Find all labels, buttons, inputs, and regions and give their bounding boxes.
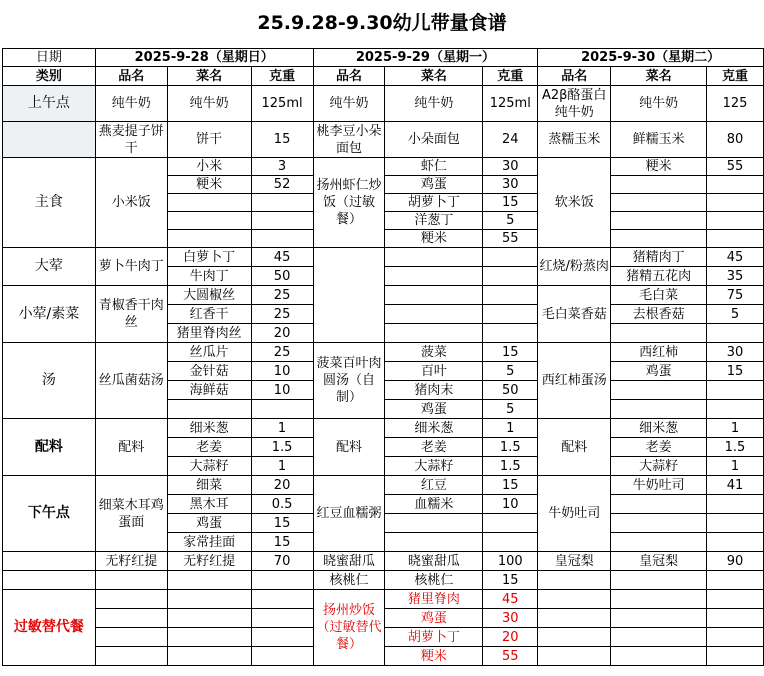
day3-empty-cell xyxy=(611,194,707,212)
day2-pm-weight: 10 xyxy=(483,495,538,514)
day3-seasoning-ingredient: 老姜 xyxy=(611,438,707,457)
day3-dish-header: 品名 xyxy=(538,67,611,86)
day1-staple-ingredient: 小米 xyxy=(167,158,251,176)
day1-empty-cell xyxy=(167,647,251,666)
day2-pm-ingredient: 血糯米 xyxy=(385,495,483,514)
day2-seasoning-ingredient: 大蒜籽 xyxy=(385,457,483,476)
day2-pm3-dish: 核桃仁 xyxy=(313,571,385,590)
day1-staple-weight: 52 xyxy=(251,176,313,194)
day3-empty-cell xyxy=(538,628,611,647)
day2-empty-cell xyxy=(385,286,483,305)
day1-empty-cell xyxy=(251,647,313,666)
day2-staple-ingredient: 洋葱丁 xyxy=(385,212,483,230)
day1-pm-weight: 0.5 xyxy=(251,495,313,514)
day3-soup-dish: 西红柿蛋汤 xyxy=(538,343,611,419)
day1-mixed-weight: 20 xyxy=(251,324,313,343)
day1-pm-dish: 细菜木耳鸡蛋面 xyxy=(95,476,167,552)
day3-empty-cell xyxy=(611,590,707,609)
day2-staple-ingredient: 胡萝卜丁 xyxy=(385,194,483,212)
day3-empty-cell xyxy=(706,609,763,628)
day2-seasoning-weight: 1.5 xyxy=(483,438,538,457)
day2-am2-ingredient: 小朵面包 xyxy=(385,122,483,158)
day3-empty-cell xyxy=(611,212,707,230)
day1-seasoning-weight: 1 xyxy=(251,419,313,438)
day2-empty-cell xyxy=(483,514,538,533)
day2-seasoning-weight: 1 xyxy=(483,419,538,438)
day1-am2-dish: 燕麦提子饼干 xyxy=(95,122,167,158)
day2-empty-cell xyxy=(483,324,538,343)
day1-empty-cell xyxy=(95,609,167,628)
day3-staple-weight: 55 xyxy=(706,158,763,176)
day3-mixed-ingredient: 去根香菇 xyxy=(611,305,707,324)
day2-staple-weight: 5 xyxy=(483,212,538,230)
day3-staple-ingredient: 粳米 xyxy=(611,158,707,176)
day3-soup-weight: 30 xyxy=(706,343,763,362)
day2-soup-ingredient: 百叶 xyxy=(385,362,483,381)
day1-empty-cell xyxy=(251,609,313,628)
day1-seasoning-weight: 1.5 xyxy=(251,438,313,457)
day3-am-dish: A2β酪蛋白纯牛奶 xyxy=(538,86,611,122)
day1-mixed-ingredient: 红香干 xyxy=(167,305,251,324)
day2-am-weight: 125ml xyxy=(483,86,538,122)
day3-seasoning-weight: 1 xyxy=(706,419,763,438)
day1-meat-dish: 萝卜牛肉丁 xyxy=(95,248,167,286)
day3-empty-cell xyxy=(611,533,707,552)
day1-seasoning-dish: 配料 xyxy=(95,419,167,476)
day3-empty-cell xyxy=(611,628,707,647)
day1-date: 2025-9-28（星期日） xyxy=(95,49,313,67)
day3-soup-ingredient: 西红柿 xyxy=(611,343,707,362)
day2-am-ingredient: 纯牛奶 xyxy=(385,86,483,122)
category-mixed-dish: 小荤/素菜 xyxy=(3,286,96,343)
day1-empty-cell xyxy=(167,609,251,628)
day2-allergy-weight: 20 xyxy=(483,628,538,647)
day3-weight-header: 克重 xyxy=(706,67,763,86)
day2-seasoning-weight: 1.5 xyxy=(483,457,538,476)
day3-pm-ingredient: 牛奶吐司 xyxy=(611,476,707,495)
day1-soup-ingredient: 丝瓜片 xyxy=(167,343,251,362)
day2-ingredient-header: 菜名 xyxy=(385,67,483,86)
day2-soup-weight: 5 xyxy=(483,400,538,419)
menu-table xyxy=(2,48,764,666)
day2-soup-weight: 50 xyxy=(483,381,538,400)
day1-soup-ingredient: 金针菇 xyxy=(167,362,251,381)
day2-staple-weight: 15 xyxy=(483,194,538,212)
day2-empty-cell xyxy=(483,267,538,286)
day1-pm-weight: 15 xyxy=(251,533,313,552)
day2-staple-ingredient: 鸡蛋 xyxy=(385,176,483,194)
day3-pm2-weight: 90 xyxy=(706,552,763,571)
day1-soup-weight: 25 xyxy=(251,343,313,362)
day1-empty-cell xyxy=(251,230,313,248)
day3-empty-cell xyxy=(538,571,611,590)
day2-empty-cell xyxy=(483,248,538,267)
category-allergy-meal: 过敏替代餐 xyxy=(3,590,96,666)
day3-meat-ingredient: 猪精五花肉 xyxy=(611,267,707,286)
day1-mixed-ingredient: 猪里脊肉丝 xyxy=(167,324,251,343)
day1-empty-cell xyxy=(167,212,251,230)
category-soup: 汤 xyxy=(3,343,96,419)
day1-meat-ingredient: 白萝卜丁 xyxy=(167,248,251,267)
day3-empty-cell xyxy=(706,647,763,666)
day1-mixed-weight: 25 xyxy=(251,305,313,324)
day1-seasoning-weight: 1 xyxy=(251,457,313,476)
day3-pm2-dish: 皇冠梨 xyxy=(538,552,611,571)
day1-empty-cell xyxy=(167,590,251,609)
day1-meat-weight: 45 xyxy=(251,248,313,267)
day2-empty-cell xyxy=(385,514,483,533)
day1-empty-cell xyxy=(251,590,313,609)
day3-empty-cell xyxy=(611,609,707,628)
day1-empty-cell xyxy=(95,647,167,666)
day2-pm-dish: 红豆血糯粥 xyxy=(313,476,385,552)
day3-empty-cell xyxy=(706,230,763,248)
day3-empty-cell xyxy=(611,495,707,514)
day2-allergy-weight: 55 xyxy=(483,647,538,666)
day2-staple-dish: 扬州虾仁炒饭（过敏餐） xyxy=(313,158,385,248)
day2-empty-dish xyxy=(313,248,385,343)
day1-am2-weight: 15 xyxy=(251,122,313,158)
day1-empty-cell xyxy=(167,194,251,212)
day1-empty-cell xyxy=(251,400,313,419)
day2-staple-weight: 30 xyxy=(483,176,538,194)
day3-empty-cell xyxy=(706,571,763,590)
day1-empty-cell xyxy=(251,212,313,230)
day3-seasoning-ingredient: 细米葱 xyxy=(611,419,707,438)
day2-pm2-ingredient: 晓蜜甜瓜 xyxy=(385,552,483,571)
day3-mixed-dish: 毛白菜香菇 xyxy=(538,286,611,343)
day2-allergy-ingredient: 粳米 xyxy=(385,647,483,666)
day1-mixed-weight: 25 xyxy=(251,286,313,305)
day3-pm2-ingredient: 皇冠梨 xyxy=(611,552,707,571)
category-morning-snack-2 xyxy=(3,122,96,158)
day3-empty-cell xyxy=(706,381,763,400)
day2-allergy-weight: 30 xyxy=(483,609,538,628)
day3-empty-cell xyxy=(538,647,611,666)
day3-seasoning-dish: 配料 xyxy=(538,419,611,476)
day1-staple-weight: 3 xyxy=(251,158,313,176)
day1-empty-cell xyxy=(251,571,313,590)
day2-soup-ingredient: 菠菜 xyxy=(385,343,483,362)
day2-allergy-ingredient: 胡萝卜丁 xyxy=(385,628,483,647)
category-header: 类别 xyxy=(3,67,96,86)
day2-soup-ingredient: 鸡蛋 xyxy=(385,400,483,419)
day3-empty-cell xyxy=(611,514,707,533)
day3-seasoning-weight: 1.5 xyxy=(706,438,763,457)
day3-mixed-weight: 5 xyxy=(706,305,763,324)
day1-meat-ingredient: 牛肉丁 xyxy=(167,267,251,286)
day3-ingredient-header: 菜名 xyxy=(611,67,707,86)
day3-empty-cell xyxy=(706,590,763,609)
day1-empty-cell xyxy=(167,571,251,590)
day1-seasoning-ingredient: 细米葱 xyxy=(167,419,251,438)
day1-staple-dish: 小米饭 xyxy=(95,158,167,248)
day3-am-ingredient: 纯牛奶 xyxy=(611,86,707,122)
day1-am-dish: 纯牛奶 xyxy=(95,86,167,122)
day1-staple-ingredient: 粳米 xyxy=(167,176,251,194)
day2-date: 2025-9-29（星期一） xyxy=(313,49,538,67)
day1-meat-weight: 50 xyxy=(251,267,313,286)
day1-pm-weight: 15 xyxy=(251,514,313,533)
day2-allergy-ingredient: 猪里脊肉 xyxy=(385,590,483,609)
day2-pm3-weight: 15 xyxy=(483,571,538,590)
day3-am2-weight: 80 xyxy=(706,122,763,158)
day2-pm-weight: 15 xyxy=(483,476,538,495)
day3-empty-cell xyxy=(706,324,763,343)
day2-soup-weight: 15 xyxy=(483,343,538,362)
day1-empty-cell xyxy=(167,628,251,647)
page-title: 25.9.28-9.30幼儿带量食谱 xyxy=(257,12,507,34)
date-header: 日期 xyxy=(3,49,96,67)
day2-soup-weight: 5 xyxy=(483,362,538,381)
day3-am2-dish: 蒸糯玉米 xyxy=(538,122,611,158)
day1-pm2-ingredient: 无籽红提 xyxy=(167,552,251,571)
day3-empty-cell xyxy=(706,212,763,230)
day1-empty-cell xyxy=(95,571,167,590)
day2-am2-dish: 桃李豆小朵面包 xyxy=(313,122,385,158)
day3-empty-cell xyxy=(706,628,763,647)
day1-pm-ingredient: 黑木耳 xyxy=(167,495,251,514)
day3-meat-ingredient: 猪精肉丁 xyxy=(611,248,707,267)
day1-pm2-weight: 70 xyxy=(251,552,313,571)
day2-empty-cell xyxy=(483,286,538,305)
day2-seasoning-ingredient: 老姜 xyxy=(385,438,483,457)
day2-seasoning-ingredient: 细米葱 xyxy=(385,419,483,438)
day3-empty-cell xyxy=(538,609,611,628)
day2-empty-cell xyxy=(483,533,538,552)
day1-mixed-dish: 青椒香干肉丝 xyxy=(95,286,167,343)
day2-staple-ingredient: 粳米 xyxy=(385,230,483,248)
category-empty-cell xyxy=(3,571,96,590)
category-morning-snack: 上午点 xyxy=(3,86,96,122)
day3-empty-cell xyxy=(706,400,763,419)
category-staple: 主食 xyxy=(3,158,96,248)
day1-seasoning-ingredient: 老姜 xyxy=(167,438,251,457)
day1-empty-cell xyxy=(95,628,167,647)
day1-soup-weight: 10 xyxy=(251,362,313,381)
day3-empty-cell xyxy=(611,176,707,194)
day3-empty-cell xyxy=(611,381,707,400)
day3-empty-cell xyxy=(611,324,707,343)
day3-mixed-ingredient: 毛白菜 xyxy=(611,286,707,305)
day3-meat-weight: 35 xyxy=(706,267,763,286)
day3-date: 2025-9-30（星期二） xyxy=(538,49,764,67)
day1-soup-weight: 10 xyxy=(251,381,313,400)
category-afternoon-snack: 下午点 xyxy=(3,476,96,552)
day2-am-dish: 纯牛奶 xyxy=(313,86,385,122)
day2-am2-weight: 24 xyxy=(483,122,538,158)
day1-pm-ingredient: 家常挂面 xyxy=(167,533,251,552)
day3-empty-cell xyxy=(611,230,707,248)
day1-dish-header: 品名 xyxy=(95,67,167,86)
day2-pm2-dish: 晓蜜甜瓜 xyxy=(313,552,385,571)
day3-empty-cell xyxy=(611,571,707,590)
day3-empty-cell xyxy=(706,176,763,194)
day1-pm2-dish: 无籽红提 xyxy=(95,552,167,571)
day3-soup-ingredient: 鸡蛋 xyxy=(611,362,707,381)
day2-staple-weight: 55 xyxy=(483,230,538,248)
category-empty-cell xyxy=(3,552,96,571)
day2-staple-ingredient: 虾仁 xyxy=(385,158,483,176)
day1-empty-cell xyxy=(167,400,251,419)
day3-staple-dish: 软米饭 xyxy=(538,158,611,248)
day3-soup-weight: 15 xyxy=(706,362,763,381)
day3-pm-dish: 牛奶吐司 xyxy=(538,476,611,552)
day1-pm-weight: 20 xyxy=(251,476,313,495)
day2-allergy-dish: 扬州炒饭（过敏替代餐） xyxy=(313,590,385,666)
day2-empty-cell xyxy=(385,533,483,552)
day2-soup-ingredient: 猪肉末 xyxy=(385,381,483,400)
day1-soup-dish: 丝瓜菌菇汤 xyxy=(95,343,167,419)
day2-pm2-weight: 100 xyxy=(483,552,538,571)
day2-empty-cell xyxy=(385,248,483,267)
day2-empty-cell xyxy=(385,324,483,343)
day1-empty-cell xyxy=(167,230,251,248)
day1-empty-cell xyxy=(251,628,313,647)
day3-empty-cell xyxy=(706,533,763,552)
day1-am-ingredient: 纯牛奶 xyxy=(167,86,251,122)
day1-soup-ingredient: 海鲜菇 xyxy=(167,381,251,400)
day3-empty-cell xyxy=(706,495,763,514)
day2-weight-header: 克重 xyxy=(483,67,538,86)
day3-am2-ingredient: 鲜糯玉米 xyxy=(611,122,707,158)
day1-empty-cell xyxy=(95,590,167,609)
day1-ingredient-header: 菜名 xyxy=(167,67,251,86)
day3-am-weight: 125 xyxy=(706,86,763,122)
day1-seasoning-ingredient: 大蒜籽 xyxy=(167,457,251,476)
day1-weight-header: 克重 xyxy=(251,67,313,86)
day1-pm-ingredient: 鸡蛋 xyxy=(167,514,251,533)
day2-empty-cell xyxy=(483,305,538,324)
day2-empty-cell xyxy=(385,305,483,324)
day1-empty-cell xyxy=(251,194,313,212)
day2-dish-header: 品名 xyxy=(313,67,385,86)
day2-staple-weight: 30 xyxy=(483,158,538,176)
day3-pm-weight: 41 xyxy=(706,476,763,495)
day3-empty-cell xyxy=(706,194,763,212)
day3-empty-cell xyxy=(706,514,763,533)
day3-empty-cell xyxy=(611,400,707,419)
category-seasoning: 配料 xyxy=(3,419,96,476)
category-meat-dish: 大荤 xyxy=(3,248,96,286)
day2-pm-ingredient: 红豆 xyxy=(385,476,483,495)
day1-pm-ingredient: 细菜 xyxy=(167,476,251,495)
day3-seasoning-ingredient: 大蒜籽 xyxy=(611,457,707,476)
day2-seasoning-dish: 配料 xyxy=(313,419,385,476)
day2-allergy-weight: 45 xyxy=(483,590,538,609)
day1-am-weight: 125ml xyxy=(251,86,313,122)
day3-meat-dish: 红烧/粉蒸肉 xyxy=(538,248,611,286)
day3-seasoning-weight: 1 xyxy=(706,457,763,476)
day3-empty-cell xyxy=(538,590,611,609)
day2-pm3-ingredient: 核桃仁 xyxy=(385,571,483,590)
day3-meat-weight: 45 xyxy=(706,248,763,267)
day2-empty-cell xyxy=(385,267,483,286)
day3-empty-cell xyxy=(611,647,707,666)
day2-allergy-ingredient: 鸡蛋 xyxy=(385,609,483,628)
day1-am2-ingredient: 饼干 xyxy=(167,122,251,158)
day3-mixed-weight: 75 xyxy=(706,286,763,305)
day1-mixed-ingredient: 大圆椒丝 xyxy=(167,286,251,305)
day2-soup-dish: 菠菜百叶肉圆汤（自制） xyxy=(313,343,385,419)
